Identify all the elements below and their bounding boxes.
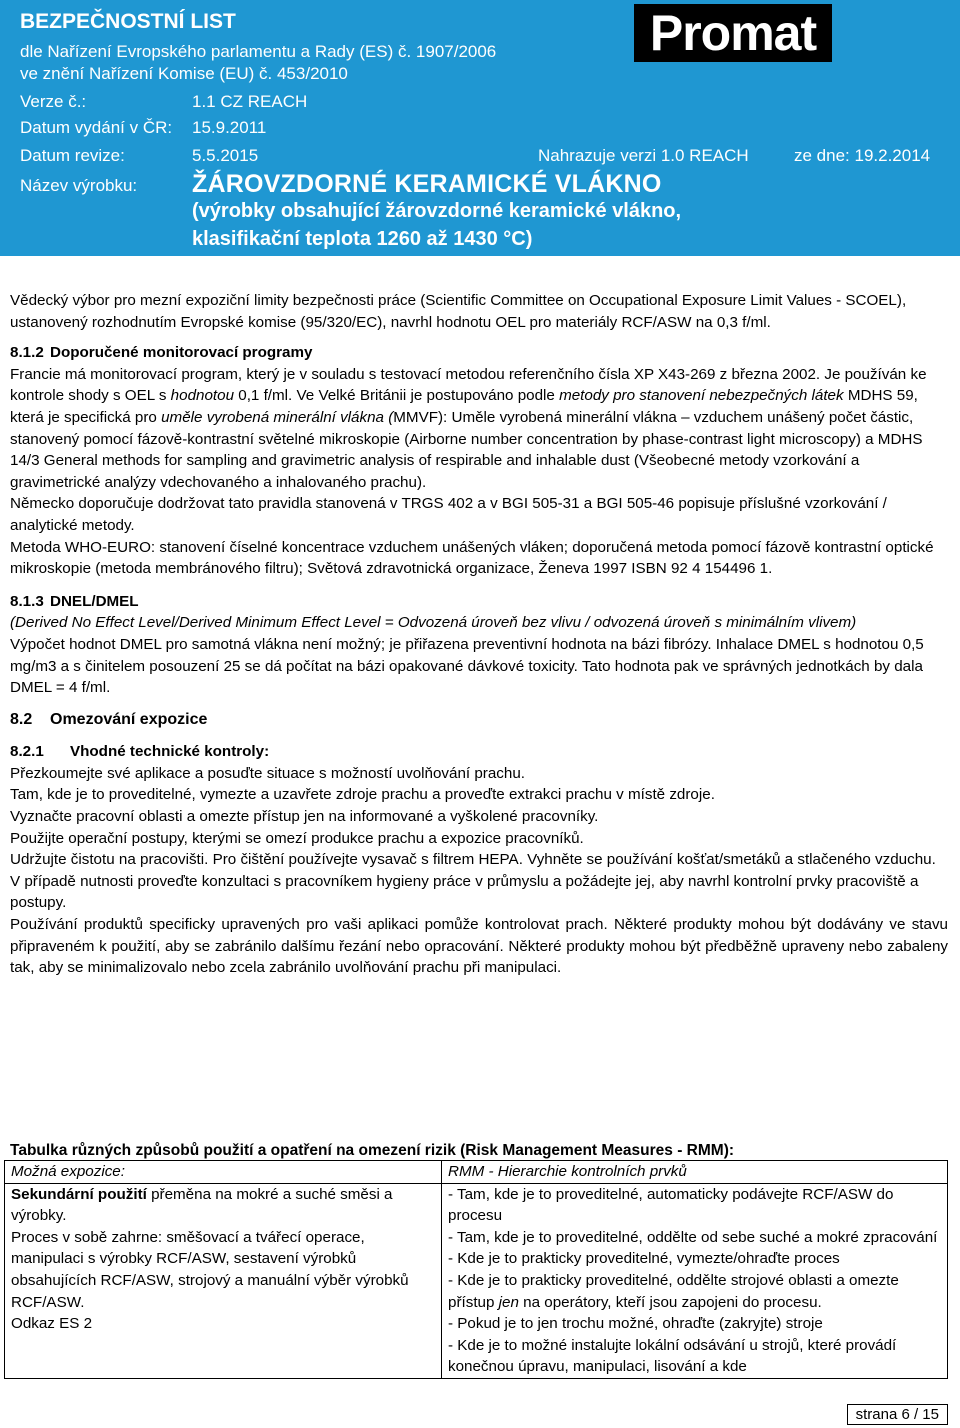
list-item: Používání produktů specificky upravených pro vaši aplikaci pomůže kontrolovat prach. Některé produkty mohou být dodávány ve stavu připraveném k použití, aby se zabránilo dalšímu řezání nebo opracování. Některé produkty mohou být předběžně upraveny nebo zabaleny tak, aby se minimalizovalo nebo zcela zabránilo uvolňování prachu při manipulaci. bbox=[10, 916, 948, 977]
section-heading-8-1-2: 8.1.2 Doporučené monitorovací programy bbox=[10, 344, 313, 362]
table-header-rmm: RMM - Hierarchie kontrolních prvků bbox=[442, 1161, 948, 1184]
product-description-2: klasifikační teplota 1260 až 1430 °C) bbox=[192, 228, 533, 250]
table-row bbox=[5, 1183, 948, 1378]
paragraph-monitoring: Francie má monitorovací program, který je v souladu s testovací metodou referenčního čísla XP X43-269 z března 2002. Je používán ke kontrole shody s OEL s hodnotou 0,1 f/ml. Ve Velké Británii je postupováno podle metody pro stanovení nebezpečných látek MDHS 59, která je specifická pro uměle vyrobená minerální vlákna (MMVF): Uměle vyrobená minerální vlákna – vzduchem unášený počet částic, stanovený pomocí fázově-kontrastní světelné mikroskopie (Airborne number concentration by phase-contrast light microscopy) a MDHS 14/3 General methods for sampling and gravimetric analysis of respirable and inhalable dust (Všeobecné metody vzorkování a gravimetrické analýzy vdechovaného a inhalovaného prachu). bbox=[10, 365, 927, 491]
replaces-version: Nahrazuje verzi 1.0 REACH bbox=[538, 146, 749, 165]
table-cell-rmm: - Tam, kde je to proveditelné, automaticky podávejte RCF/ASW do procesu - Tam, kde je to proveditelné, oddělte od sebe suché a mokré zpracování - Kde je to prakticky proveditelné, vymezte/ohraďte proces - Kde je to prakticky proveditelné, oddělte strojové oblasti a omezte přístup jen na operátory, kteří jsou zapojeni do procesu. - Pokud je to jen trochu možné, ohraďte (zakryjte) stroje - Kde je to možné instalujte lokální odsávání u strojů, které provádí konečnou úpravu, manipulaci, lisování a kde bbox=[442, 1183, 948, 1378]
product-name: ŽÁROVZDORNÉ KERAMICKÉ VLÁKNO bbox=[192, 170, 662, 198]
list-item: Tam, kde je to proveditelné, vymezte a uzavřete zdroje prachu a proveďte extrakci prachu v místě zdroje. bbox=[10, 786, 715, 804]
page-number: strana 6 / 15 bbox=[847, 1404, 948, 1425]
document-header bbox=[0, 0, 960, 256]
doc-subtitle-2: ve znění Nařízení Komise (EU) č. 453/2010 bbox=[20, 64, 348, 83]
replaces-date: ze dne: 19.2.2014 bbox=[794, 146, 931, 165]
product-label: Název výrobku: bbox=[20, 176, 138, 195]
product-description-1: (výrobky obsahující žárovzdorné keramické vlákno, bbox=[192, 200, 682, 222]
paragraph-who-euro: Metoda WHO-EURO: stanovení číselné koncentrace vzduchem unášených vláken; doporučená metoda pomocí fázově kontrastní optické mikroskopie (metoda membránového filtru); Světová zdravotnická organizace, Ženeva 1997 ISBN 92 4 154496 1. bbox=[10, 538, 934, 578]
paragraph-dnel-definition: (Derived No Effect Level/Derived Minimum Effect Level = Odvozená úroveň bez vlivu / odvozená úroveň s minimálním vlivem) bbox=[10, 614, 857, 632]
list-item: Použijte operační postupy, kterými se omezí produkce prachu a expozice pracovníků. bbox=[10, 829, 584, 847]
revision-date-value: 5.5.2015 bbox=[192, 146, 259, 165]
section-heading-8-2: 8.2 Omezování expozice bbox=[10, 710, 208, 728]
doc-title: BEZPEČNOSTNÍ LIST bbox=[20, 10, 236, 33]
section-heading-8-2-1: 8.2.1 Vhodné technické kontroly: bbox=[10, 743, 270, 761]
promat-logo: Promat bbox=[634, 4, 832, 62]
list-item: Přezkoumejte své aplikace a posuďte situace s možností uvolňování prachu. bbox=[10, 764, 526, 782]
table-header-row bbox=[5, 1161, 948, 1184]
table-cell-exposure: Sekundární použití přeměna na mokré a suché směsi a výrobky. Proces v sobě zahrne: směšovací a tvářecí operace, manipulaci s výrobky RCF/ASW, sestavení výrobků obsahujících RCF/ASW, strojový a manuální výběr výrobků RCF/ASW. Odkaz ES 2 bbox=[5, 1183, 442, 1378]
version-value: 1.1 CZ REACH bbox=[192, 92, 308, 111]
doc-subtitle-1: dle Nařízení Evropského parlamentu a Rady (ES) č. 1907/2006 bbox=[20, 42, 497, 61]
version-label: Verze č.: bbox=[20, 92, 87, 111]
table-title: Tabulka různých způsobů použití a opatření na omezení rizik (Risk Management Measures - RMM): bbox=[10, 1142, 735, 1159]
paragraph-germany: Německo doporučuje dodržovat tato pravidla stanovená v TRGS 402 a v BGI 505-31 a BGI 505-46 popisuje příslušné vzorkování / analytické metody. bbox=[10, 495, 887, 534]
list-item: Udržujte čistotu na pracovišti. Pro čištění používejte vysavač s filtrem HEPA. Vyhněte se používání košťat/smetáků a stlačeného vzduchu. bbox=[10, 851, 936, 869]
section-heading-8-1-3: 8.1.3 DNEL/DMEL bbox=[10, 592, 139, 610]
list-item: Vyznačte pracovní oblasti a omezte přístup jen na informované a vyškolené pracovníky. bbox=[10, 808, 599, 826]
list-item: V případě nutnosti proveďte konzultaci s pracovníkem hygieny práce v průmyslu a požádejte jej, aby navrhl kontrolní prvky pracoviště a postupy. bbox=[10, 872, 919, 912]
issue-date-label: Datum vydání v ČR: bbox=[20, 118, 173, 137]
document-body bbox=[10, 290, 948, 979]
rmm-table bbox=[4, 1160, 948, 1379]
table-header-exposure: Možná expozice: bbox=[5, 1161, 442, 1184]
paragraph-dmel: Výpočet hodnot DMEL pro samotná vlákna není možný; je přiřazena preventivní hodnota na bázi fibrózy. Inhalace DMEL s hodnotou 0,5 mg/m3 a s činitelem posouzení 25 se dá počítat na bázi opakované dávkové toxicity. Tato hodnota pak ve správných jednotkách by dala DMEL = 4 f/ml. bbox=[10, 635, 924, 697]
paragraph-scoel: Vědecký výbor pro mezní expoziční limity bezpečnosti práce (Scientific Committee on Occupational Exposure Limit Values - SCOEL), ustanovený rozhodnutím Evropské komise (95/320/EC), navrhl hodnotu OEL pro materiály RCF/ASW na 0,3 f/ml. bbox=[10, 292, 907, 331]
issue-date-value: 15.9.2011 bbox=[192, 118, 267, 137]
revision-date-label: Datum revize: bbox=[20, 146, 125, 165]
